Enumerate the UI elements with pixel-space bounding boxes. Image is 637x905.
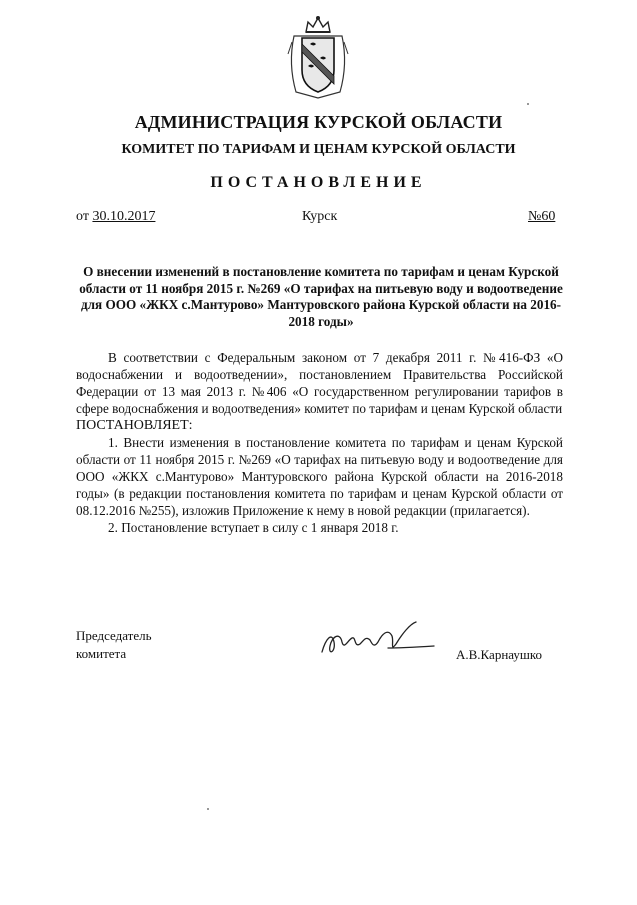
document-city: Курск	[302, 209, 338, 224]
committee-title: КОМИТЕТ ПО ТАРИФАМ И ЦЕНАМ КУРСКОЙ ОБЛАСТИ	[121, 142, 516, 157]
document-date: 30.10.2017	[92, 209, 156, 224]
administration-title: АДМИНИСТРАЦИЯ КУРСКОЙ ОБЛАСТИ	[134, 112, 503, 132]
item-2-paragraph: 2. Постановление вступает в силу с 1 января 2018 г.	[108, 520, 399, 535]
scan-speck	[527, 103, 529, 105]
kursk-coat-of-arms-icon	[284, 14, 352, 100]
document-subject: О внесении изменений в постановление комитета по тарифам и ценам Курской области от 11 ноября 2015 г. №269 «О тарифах на питьевую воду и водоотведение для ООО «ЖКХ с.Мантурово» Мантуровского района Курской области на 2016-2018 годы»	[79, 264, 563, 329]
scan-speck	[207, 808, 209, 810]
signatory-title-line-1: Председатель	[76, 628, 152, 643]
signatory-title-line-2: комитета	[76, 646, 127, 661]
resolves-heading: ПОСТАНОВЛЯЕТ:	[76, 418, 193, 433]
handwritten-signature	[318, 618, 438, 662]
document-type: ПОСТАНОВЛЕНИЕ	[210, 174, 427, 191]
preamble-paragraph: В соответствии с Федеральным законом от 7 декабря 2011 г. №416-ФЗ «О водоснабжении и водоотведении», постановлением Правительства Российской Федерации от 13 мая 2013 г. №406 «О государственном регулировании тарифов в сфере водоснабжения и водоотведения» комитет по тарифам и ценам Курской области	[76, 350, 563, 416]
document-date-line	[76, 209, 155, 225]
signatory-title	[76, 627, 152, 663]
signatory-name: А.В.Карнаушко	[456, 647, 543, 662]
date-prefix: от	[76, 209, 93, 224]
document-body	[76, 349, 563, 536]
item-1-paragraph: 1. Внести изменения в постановление комитета по тарифам и ценам Курской области от 11 ноября 2015 г. №269 «О тарифах на питьевую воду и водоотведение для ООО «ЖКХ с.Мантурово» Мантуровского района Курской области на 2016-2018 годы» (в редакции постановления комитета по тарифам и ценам Курской области от 08.12.2016 №255), изложив Приложение к нему в новой редакции (прилагается).	[76, 435, 563, 518]
document-number: №60	[528, 209, 556, 224]
